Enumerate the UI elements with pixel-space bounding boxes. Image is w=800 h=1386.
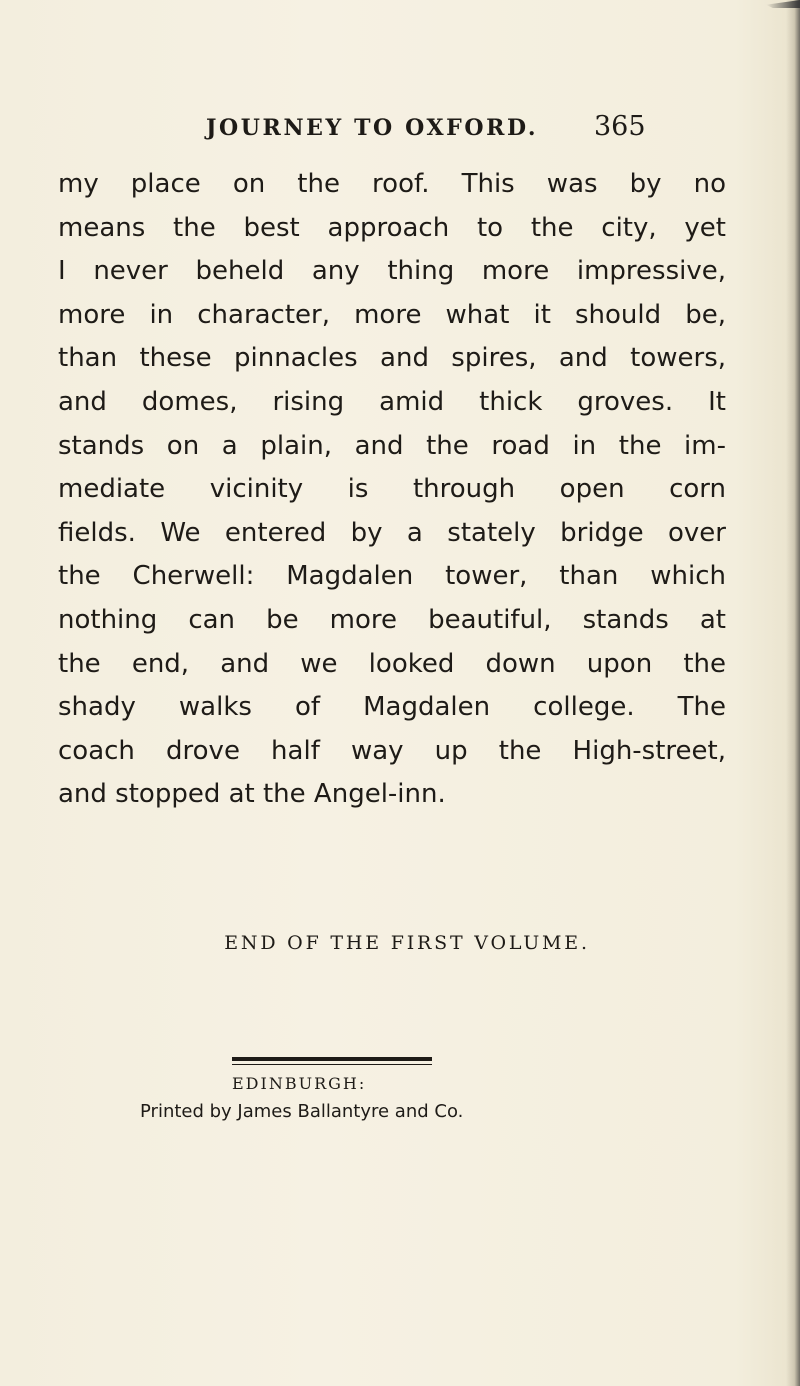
text-line: my place on the roof. This was by no bbox=[58, 169, 726, 199]
text-line: means the best approach to the city, yet bbox=[58, 212, 726, 243]
running-title: JOURNEY TO OXFORD. bbox=[206, 115, 539, 141]
text-line: the end, and we looked down upon the bbox=[58, 648, 726, 679]
text-line: nothing can be more beautiful, stands at bbox=[58, 604, 726, 635]
body-text bbox=[58, 163, 726, 817]
end-of-volume-note: END OF THE FIRST VOLUME. bbox=[224, 932, 590, 954]
text-line: the Cherwell: Magdalen tower, than which bbox=[58, 561, 726, 592]
text-line: shady walks of Magdalen college. The bbox=[58, 692, 726, 723]
imprint-printer: Printed by James Ballantyre and Co. bbox=[140, 1101, 464, 1122]
running-head bbox=[0, 113, 800, 149]
text-line: I never beheld any thing more impressive, bbox=[58, 256, 726, 287]
text-line: and domes, rising amid thick groves. It bbox=[58, 386, 726, 417]
text-line: more in character, more what it should be, bbox=[58, 299, 726, 330]
text-line: and stopped at the Angel-inn. bbox=[58, 779, 446, 810]
text-line: stands on a plain, and the road in the im- bbox=[58, 430, 726, 461]
text-line: fields. We entered by a stately bridge over bbox=[58, 517, 726, 548]
corner-mark bbox=[766, 0, 800, 8]
text-line: mediate vicinity is through open corn bbox=[58, 474, 726, 505]
imprint-rule-thick bbox=[232, 1057, 432, 1061]
text-line: than these pinnacles and spires, and towers, bbox=[58, 343, 726, 374]
page-edge-shadow bbox=[786, 0, 800, 1386]
text-line: coach drove half way up the High-street, bbox=[58, 735, 726, 766]
imprint-rule-thin bbox=[232, 1064, 432, 1065]
page-number: 365 bbox=[594, 111, 646, 142]
imprint-place: EDINBURGH: bbox=[232, 1074, 367, 1093]
